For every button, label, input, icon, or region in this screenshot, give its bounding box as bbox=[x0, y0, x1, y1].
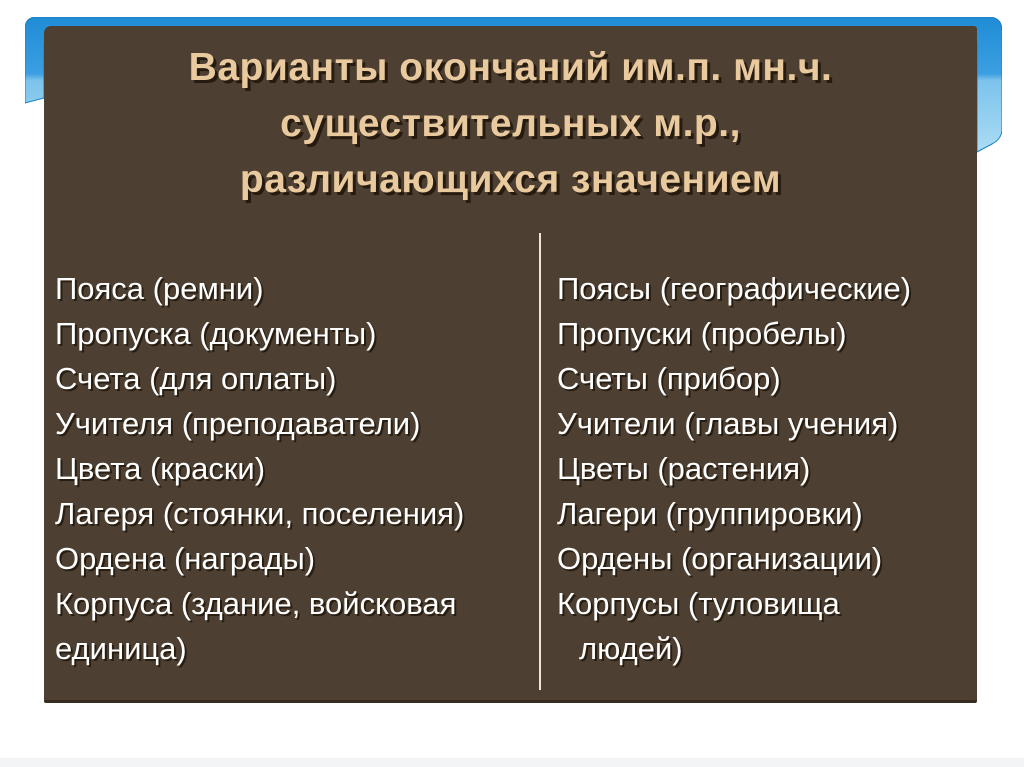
title-line: Варианты окончаний им.п. мн.ч. bbox=[188, 46, 833, 89]
column-divider bbox=[539, 233, 541, 690]
list-item-line: Поясы (географические) bbox=[557, 271, 912, 306]
left-column-list bbox=[55, 266, 535, 671]
list-item-line: единица) bbox=[55, 631, 187, 666]
title-line: существительных м.р., bbox=[280, 102, 741, 145]
list-item-line: людей) bbox=[579, 631, 683, 666]
list-item-line: Корпуса (здание, войсковая bbox=[55, 586, 457, 621]
list-item-line: Цветы (растения) bbox=[557, 451, 811, 486]
list-item-line: Корпусы (туловища bbox=[557, 586, 840, 621]
list-item-line: Пропуски (пробелы) bbox=[557, 316, 847, 351]
right-column-list bbox=[557, 266, 973, 671]
list-item-line: Цвета (краски) bbox=[55, 451, 266, 486]
slide-title bbox=[44, 40, 977, 208]
list-item-line: Счета (для оплаты) bbox=[55, 361, 337, 396]
list-item-line: Пропуска (документы) bbox=[55, 316, 377, 351]
title-line: различающихся значением bbox=[239, 158, 782, 201]
list-item-line: Счеты (прибор) bbox=[557, 361, 781, 396]
list-item-line: Лагеря (стоянки, поселения) bbox=[55, 496, 465, 531]
content-panel bbox=[44, 26, 977, 703]
list-item-line: Лагери (группировки) bbox=[557, 496, 863, 531]
list-item-line: Пояса (ремни) bbox=[55, 271, 264, 306]
list-item-line: Учители (главы учения) bbox=[557, 406, 899, 441]
list-item-line: Ордены (организации) bbox=[557, 541, 883, 576]
footer-band bbox=[0, 758, 1024, 767]
list-item-line: Учителя (преподаватели) bbox=[55, 406, 421, 441]
list-item-line: Ордена (награды) bbox=[55, 541, 316, 576]
